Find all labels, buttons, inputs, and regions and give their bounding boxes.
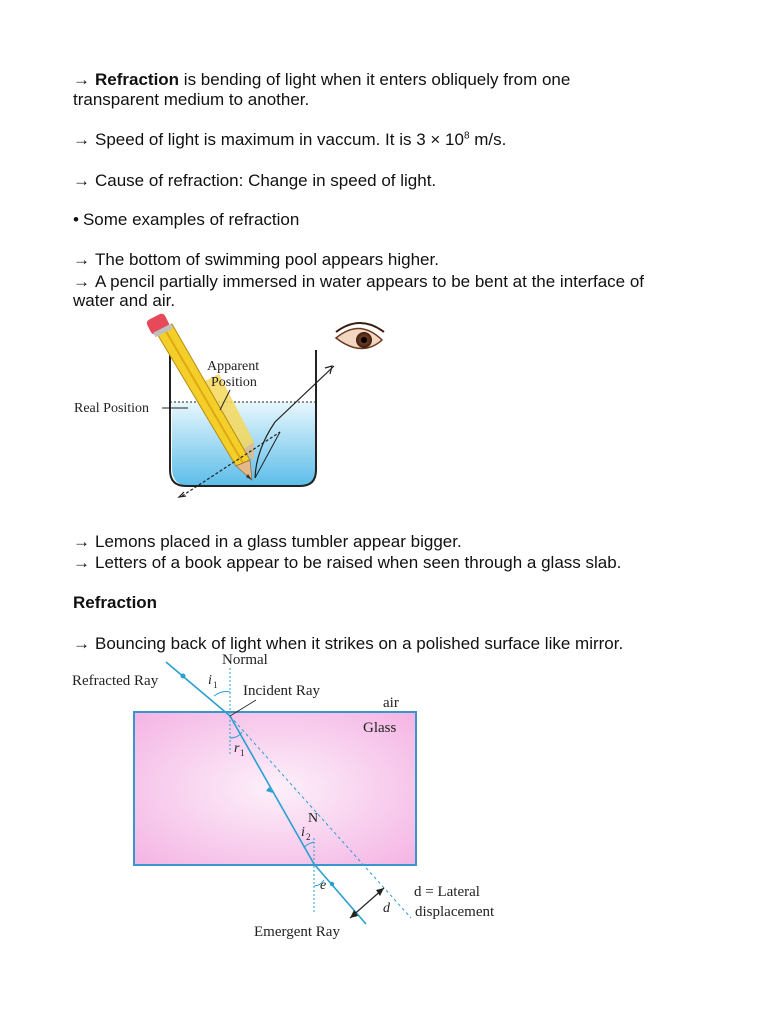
paragraph-bouncing-back: → Bouncing back of light when it strikes on a polished surface like mirror. xyxy=(73,634,624,653)
arrow-icon: → xyxy=(73,634,90,653)
label-i1: i xyxy=(208,673,212,688)
label-refracted-ray: Refracted Ray xyxy=(72,673,159,689)
label-apparent-line2: Position xyxy=(211,375,257,390)
incident-ray-arrow xyxy=(179,492,186,497)
label-glass: Glass xyxy=(363,720,397,736)
pencil-refraction-figure xyxy=(70,310,390,510)
label-lateral-line2: displacement xyxy=(415,904,495,920)
term-refraction: Refraction xyxy=(95,70,180,89)
label-d: d xyxy=(383,901,390,916)
paragraph-lemons: → Lemons placed in a glass tumbler appear bigger. xyxy=(73,532,462,551)
paragraph-cause-of-refraction: → Cause of refraction: Change in speed of light. xyxy=(73,171,437,190)
label-incident-ray: Incident Ray xyxy=(243,683,321,699)
label-i2-sub: 2 xyxy=(306,832,311,842)
label-lateral-line1: d = Lateral xyxy=(414,884,480,900)
paragraph-swimming-pool: → The bottom of swimming pool appears higher. xyxy=(73,250,439,269)
label-i1-sub: 1 xyxy=(213,680,218,690)
emergent-ray xyxy=(314,864,366,924)
label-apparent-line1: Apparent xyxy=(207,359,260,374)
arrow-icon: → xyxy=(73,553,90,572)
paragraph-pencil: → A pencil partially immersed in water appears to be bent at the interface of xyxy=(73,272,645,291)
paragraph-refraction-definition: → Refraction is bending of light when it enters obliquely from one xyxy=(73,70,571,89)
paragraph-speed-of-light: → Speed of light is maximum in vaccum. It is $3 \times 10^8$ m/s. xyxy=(73,130,507,149)
incident-ray xyxy=(166,662,230,716)
bullet-icon: • xyxy=(73,210,79,229)
arrow-icon: → xyxy=(73,171,90,190)
label-real-position: Real Position xyxy=(74,401,150,416)
paragraph-refraction-definition-cont: transparent medium to another. xyxy=(73,90,310,109)
section-heading-refraction: Refraction xyxy=(73,593,158,612)
label-normal: Normal xyxy=(222,652,268,668)
label-emergent-ray: Emergent Ray xyxy=(254,924,340,940)
arrow-icon: → xyxy=(73,130,90,149)
arrow-icon: → xyxy=(73,70,90,89)
label-r1: r xyxy=(234,741,240,756)
paragraph-book-letters: → Letters of a book appear to be raised when seen through a glass slab. xyxy=(73,553,622,572)
label-r1-sub: 1 xyxy=(240,748,245,758)
label-n: N xyxy=(308,811,319,826)
arrow-icon: → xyxy=(73,532,90,551)
label-i2: i xyxy=(301,825,305,840)
paragraph-pencil-cont: water and air. xyxy=(73,291,176,310)
glass-slab-figure xyxy=(66,648,536,944)
arrow-icon: → xyxy=(73,272,90,291)
paragraph-examples-heading: • Some examples of refraction xyxy=(73,210,300,229)
label-e: e xyxy=(320,878,327,893)
eye-icon xyxy=(336,323,384,349)
arrow-icon: → xyxy=(73,250,90,269)
label-air: air xyxy=(383,695,399,711)
